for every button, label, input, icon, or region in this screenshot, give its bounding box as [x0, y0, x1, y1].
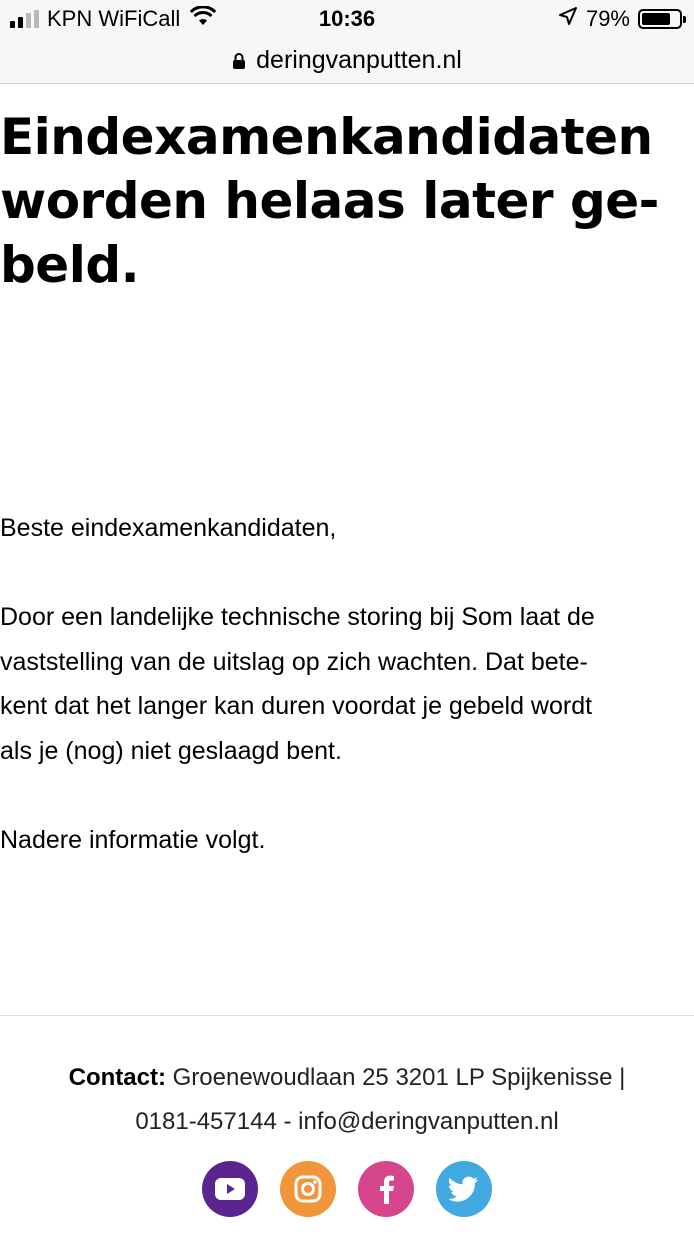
contact-phone-email[interactable]: 0181-457144 - info@deringvanputten.nl — [135, 1108, 559, 1135]
message-line: Door een landelijke technische storing bij Som laat de — [0, 603, 595, 631]
message-paragraph — [0, 595, 694, 773]
twitter-icon[interactable] — [436, 1161, 492, 1217]
title-line: beld. — [0, 236, 140, 294]
battery-icon — [638, 9, 682, 29]
footer-contact — [0, 1056, 694, 1144]
footer-divider — [0, 1015, 694, 1016]
message-line: vaststelling van de uitslag op zich wachten. Dat bete- — [0, 647, 588, 676]
status-right — [558, 6, 682, 32]
title-line: Eindexamenkandidaten — [0, 108, 653, 166]
lock-icon — [232, 52, 246, 70]
clock: 10:36 — [318, 6, 376, 31]
location-arrow-icon — [558, 6, 578, 32]
url-domain: deringvanputten.nl — [256, 46, 462, 74]
page-title — [0, 105, 680, 297]
address-bar[interactable] — [0, 38, 694, 84]
contact-separator: | — [619, 1064, 626, 1091]
youtube-icon[interactable] — [202, 1161, 258, 1217]
instagram-icon[interactable] — [280, 1161, 336, 1217]
message-line: als je (nog) niet geslaagd bent. — [0, 736, 342, 765]
article-body — [0, 506, 694, 862]
carrier-name: KPN WiFiCall — [47, 6, 181, 31]
greeting-paragraph: Beste eindexamenkandidaten, — [0, 514, 337, 542]
title-line: worden helaas later ge- — [0, 172, 659, 230]
closing-paragraph: Nadere informatie volgt. — [0, 825, 266, 854]
battery-level — [642, 13, 670, 25]
message-line: kent dat het langer kan duren voordat je gebeld wordt — [0, 692, 593, 720]
contact-address: Groenewoudlaan 25 3201 LP Spijkenisse — [172, 1064, 613, 1091]
battery-percent: 79% — [585, 6, 630, 31]
status-bar — [0, 0, 694, 38]
facebook-icon[interactable] — [358, 1161, 414, 1217]
social-links — [0, 1161, 694, 1217]
contact-label: Contact: — [68, 1064, 166, 1091]
